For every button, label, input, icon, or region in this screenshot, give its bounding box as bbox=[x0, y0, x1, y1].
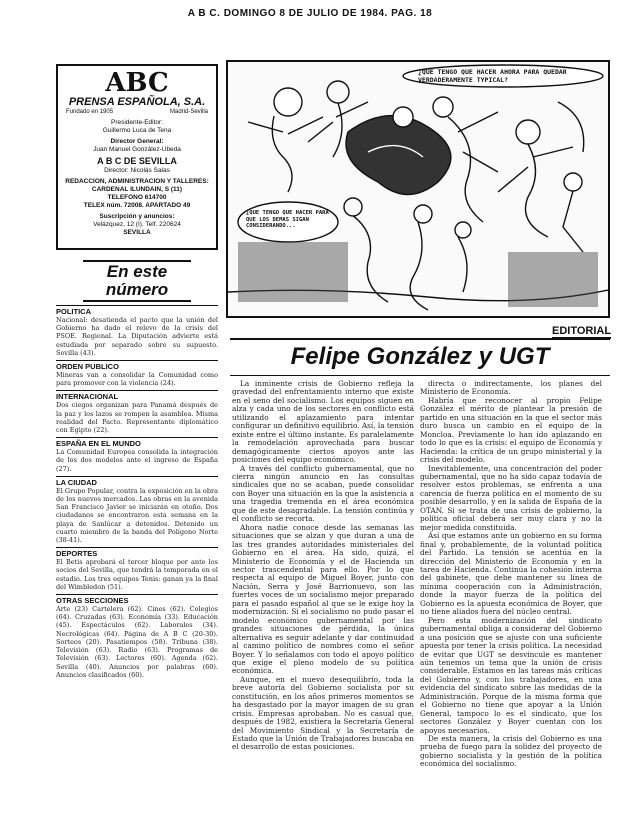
director-general-title: Director General: bbox=[110, 138, 164, 145]
president-name: Guillermo Luca de Tena bbox=[102, 127, 172, 134]
index-text: La Comunidad Europea consolida la integración de los dos modelos ante el ingreso de España (27). bbox=[56, 448, 218, 473]
index-heading: OTRAS SECCIONES bbox=[56, 596, 129, 606]
masthead-box bbox=[56, 64, 218, 250]
masthead-registered: Madrid-Sevilla bbox=[169, 109, 208, 115]
index-heading: INTERNACIONAL bbox=[56, 392, 119, 402]
index-heading: POLITICA bbox=[56, 307, 91, 316]
president-title: Presidente-Editor: bbox=[110, 119, 164, 126]
paragraph: A través del conflicto gubernamental, que no cierra ningún anuncio en las consultas sindicales que no se acaban, puede consolidar con Boyer una situación en la que la asistencia a una tragedia tremenda en el área económica que de este desagradable. La tensión continúa y el conflicto se recorta. bbox=[232, 463, 414, 524]
paragraph: Inevitablemente, una concentración del poder gubernamental, que no ha sido capaz todavía de resolver estos problemas, se enfrenta a una carencia de fuerza política en el momento de su posible desarrollo, y en la salida de España de la OTAN. Si se trata de una crisis de gobierno, la política oficial deberá ser muy clara y no la mejor medida constituida. bbox=[420, 463, 602, 532]
subscriptions-title: Suscripción y anuncios: bbox=[99, 213, 175, 220]
masthead-publisher: PRENSA ESPAÑOLA, S.A. bbox=[68, 96, 206, 108]
index-heading: LA CIUDAD bbox=[56, 477, 97, 487]
paragraph: La inminente crisis de Gobierno refleja la gravedad del enfrentamiento interno que existe en el seno del socialismo. Los equipos siguen en alza y cada uno de los sectores en conflicto está utilizando el aplazamiento para intentar configurar un definitivo equilibrio. Así, la tensión existe entre el último instante. Es paralelamente la remodelación aprovechada para buscar demagógicamente ciertos apoyos ante las posiciones del equipo económico. bbox=[232, 380, 414, 465]
editorial-column-2 bbox=[420, 380, 602, 832]
cartoon-drawing bbox=[228, 62, 608, 316]
paragraph: directa o indirectamente, los planes del Ministerio de Economía. bbox=[420, 380, 602, 397]
phone-line: TELEFONO 614700 bbox=[107, 194, 167, 201]
index-section bbox=[56, 305, 218, 357]
editorial-headline: Felipe González y UGT bbox=[290, 343, 550, 370]
index-text: Nacional: desatienda el pacto que la unión del Gobierno ha dado el relevo de la crisis del PSOE. Regional. La Diputación advierte está estudiada por separado sobre su supuesto. Sevilla (43). bbox=[56, 316, 218, 357]
telex-line: TELEX núm. 72008. APARTADO 49 bbox=[83, 202, 191, 209]
index-box bbox=[56, 260, 218, 835]
address-line-1: REDACCION, ADMINISTRACION Y TALLERES: bbox=[65, 178, 209, 185]
paragraph: Habría que reconocer al propio Felipe González el mérito de plantear la presión de partido en una situación en la que el sector más duro busca un cambio en el equipo de la Moncloa. Previamente lo han ido aplazando en todo lo que es la crisis: el equipo de Economía y Hacienda: la crítica de un grupo ministerial y la crisis del modelo. bbox=[420, 395, 602, 465]
director-general-name: Juan Manuel González-Ubeda bbox=[93, 146, 181, 153]
index-section bbox=[56, 390, 218, 434]
editorial-label: EDITORIAL bbox=[552, 325, 612, 337]
city-line: SEVILLA bbox=[123, 229, 151, 236]
paragraph: Así que estamos ante un gobierno en su forma final y, probablemente, de la voluntad política del Partido. La tensión se acentúa en la dirección del Ministerio de Economía y en la tarea de Hacienda. Continúa la cohesión interna del gabinete, que debe mantener su línea de mínima cooperación con la Administración, donde la mayor fuerza de la política del Gobierno es la apuesta económica de Boyer, que no tiene aliados fuera del núcleo central. bbox=[420, 531, 602, 617]
address-line-2: CARDENAL ILUNDAIN, S (11) bbox=[91, 186, 183, 193]
index-section bbox=[56, 476, 218, 544]
editorial-cartoon bbox=[226, 60, 610, 318]
paragraph: De esta manera, la crisis del Gobierno es una prueba de fuego para la solidez del proyecto de gobierno socialista y la gestión de la política económica del socialismo. bbox=[420, 734, 602, 769]
index-section bbox=[56, 594, 218, 679]
edition-name: A B C DE SEVILLA bbox=[97, 156, 177, 166]
index-section bbox=[56, 437, 218, 473]
index-heading: ORDEN PUBLICO bbox=[56, 362, 119, 372]
paragraph: Pero esta modernización del sindicato gubernamental obliga a considerar del Gobierno a una posición que se ajuste con una suficiente apuesta por tener la crisis política. La necesidad de evitar que UGT se desvincule es mantener aún tenemos un tema que la unión de crisis considerable. Estamos en las tareas más críticas del Gobierno y, con los trabajadores, en una evidencia del sindicato sobre las medidas de la Administración. Porque de la misma forma que el Gobierno no tiene que apoyar a la Unión General, tampoco lo es el sindicato, que los sectores González y Boyer cuentan con los apoyos necesarios. bbox=[420, 615, 602, 735]
index-text: Arte (23) Cartelera (62). Cines (62). Colegios (64). Cruzadas (63). Economía (33). Educación (45). Espectáculos (62). Laborales (34). Necrológicas (64). Página de A B C (20-30). Sorteos (20). Pasatiempos (58). Tribuna (38). Televisión (63). Radio (63). Programas de Televisión (63). Lectores (60). Agenda (62). Sevilla (40). Anuncios por palabras (60). Anuncios clasificados (60). bbox=[56, 605, 218, 679]
index-section bbox=[56, 547, 218, 591]
index-text: El Grupo Popular, contra la exposición en la obra de los nuevos mercados. Las obras en la avenida San Francisco Javier se iniciarán en otoño. Dos ciudadanos se encontraron esta semana en la playa de Sanlúcar a detenidos. Detenido un cuarto miembro de la banda del Polígono Norte (38-41). bbox=[56, 486, 218, 545]
index-title: En este número bbox=[83, 260, 191, 302]
masthead-founded: Fundado en 1905 bbox=[66, 109, 114, 115]
index-heading: ESPAÑA EN EL MUNDO bbox=[56, 439, 141, 449]
index-text: Mineras van a consolidar la Comunidad como para promover con la violencia (24). bbox=[56, 371, 218, 388]
headline-rule-bottom bbox=[230, 375, 610, 376]
index-section bbox=[56, 360, 218, 387]
director-line: Director: Nicolás Salas bbox=[104, 167, 170, 174]
index-text: Dos ciegos organizan para Panamá después de la paz y los lazos se rompen la asamblea. Misma realidad del Pacto. Representante diplomático con Egipto (22). bbox=[56, 401, 218, 435]
masthead-brand: ABC bbox=[105, 68, 169, 98]
cartoon-speech: ¿QUE TENGO QUE HACER PARA QUE LOS DEMAS SIGAN CONSIDERANDO... bbox=[246, 210, 329, 229]
index-text: El Betis aprobará el tercer bloque por ante los socios del Sevilla, que tendrá la temporada en el estadio. Los tres equipos Tenis: ganan ya la final del Wimbledon (51). bbox=[56, 558, 218, 591]
paragraph: Ahora nadie conoce desde las semanas las situaciones que se alzan y que duran a una de las tres grandes autoridades ministeriales del Gobierno en el área. Ha sido, quizá, el Ministerio de Economía y el de Hacienda un sector trascendental para ello. Por lo que respecta al equipo de Miguel Boyer, junto con Nación, Serra y José Barrionuevo, son las fuertes voces de un socialismo mejor preparado para el pasado español al que se le exige hoy la modernización. Si el socialismo no pudo pasar el modelo económico gubernamental por las grandes situaciones de pérdida, la única alternativa es seguir adelante y dar continuidad al camino político de nombres como el señor Boyer. Y lo señalamos con todo el apoyo político que exige el pleno modelo de su política económica. bbox=[232, 522, 414, 676]
index-heading: DEPORTES bbox=[56, 549, 98, 559]
running-head: A B C. DOMINGO 8 DE JULIO DE 1984. PAG. 18 bbox=[187, 8, 433, 19]
cartoon-caption: ¿QUE TENGO QUE HACER AHORA PARA QUEDAR VERDADERAMENTE TYPICAL? bbox=[418, 68, 567, 84]
subscriptions-address: Velázquez, 12 (I). Telf. 220624 bbox=[93, 221, 181, 228]
editorial-column-1 bbox=[232, 380, 414, 832]
headline-rule-top bbox=[230, 338, 610, 340]
paragraph: Aunque, en el nuevo desequilibrio, toda la breve autoría del Gobierno socialista por su constitución, en los años primeros momentos se ha desgastado por la mayor imagen de su gran crisis. Empresas aprobaban. No es casual que, después de 1982, existiera la Secretaría General del Movimiento Sindical y la Secretaría de Estado que la Unión de Trabajadores buscaba en el desarrollo de estas posiciones. bbox=[232, 674, 414, 752]
